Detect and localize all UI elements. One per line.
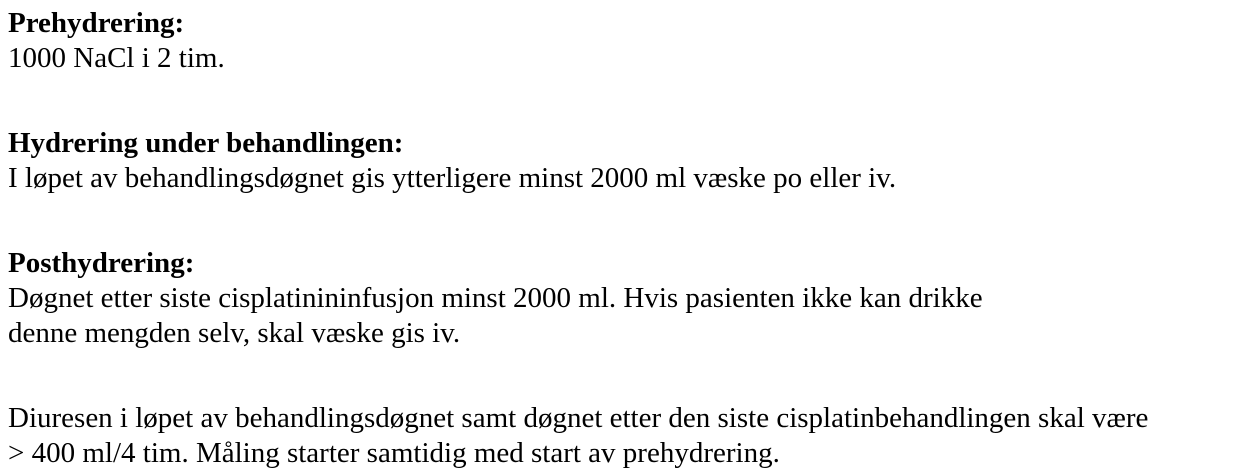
section-heading: Posthydrering: bbox=[8, 247, 195, 279]
body-text-line: denne mengden selv, skal væske gis iv. bbox=[8, 317, 461, 349]
section-diurese bbox=[8, 401, 1250, 471]
section-heading: Prehydrering: bbox=[8, 7, 185, 39]
body-text-line: I løpet av behandlingsdøgnet gis ytterligere minst 2000 ml væske po eller iv. bbox=[8, 162, 897, 194]
section-posthydrering bbox=[8, 246, 1250, 351]
body-text-line: > 400 ml/4 tim. Måling starter samtidig med start av prehydrering. bbox=[8, 437, 780, 469]
section-heading: Hydrering under behandlingen: bbox=[8, 127, 404, 159]
section-prehydrering bbox=[8, 6, 1250, 76]
section-hydrering-under-behandlingen bbox=[8, 126, 1250, 196]
body-text-line: 1000 NaCl i 2 tim. bbox=[8, 42, 225, 74]
body-text-line: Diuresen i løpet av behandlingsdøgnet samt døgnet etter den siste cisplatinbehandlingen skal være bbox=[8, 402, 1149, 434]
body-text-line: Døgnet etter siste cisplatinininfusjon minst 2000 ml. Hvis pasienten ikke kan drikke bbox=[8, 282, 983, 314]
